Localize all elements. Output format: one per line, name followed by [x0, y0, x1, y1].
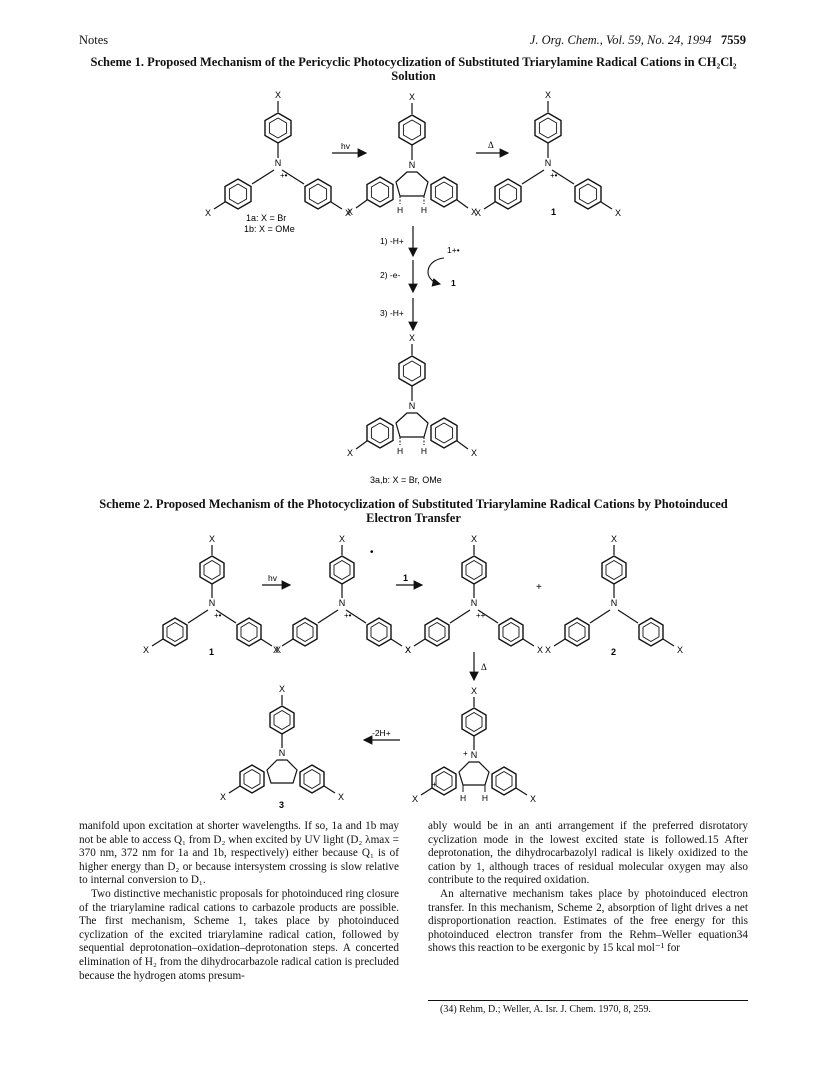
label-1b: 1b: X = OMe [244, 224, 295, 234]
svg-text:+•: +• [214, 611, 222, 620]
redox-out-label: 1 [451, 278, 456, 288]
redox-in-label: 1+• [447, 245, 460, 255]
s2-reactant-1 [143, 534, 281, 655]
reactant-triarylamine-radical-cation [205, 90, 351, 218]
step2-label: 2) -e- [380, 270, 401, 280]
s2-minus2h-label: -2H+ [372, 728, 391, 738]
s2-carbazole-product-3 [220, 684, 344, 802]
left-column [79, 820, 399, 983]
right-paragraph-1: ably would be in an anti arrangement if the preferred disrotatory cyclization mode in the lowest excited state is followed.15 After deprotonation, the dihydrocarbazolyl radical is likely oxidized to the cation by 1, although traces of residual molecular oxygen may also contribute to the required oxidation. [428, 820, 748, 887]
left-paragraph-1: manifold upon excitation at shorter wavelengths. If so, 1a and 1b may not be able to access Q₁ from D₂ when excited by UV light (D₂ λmax = 370 nm, 372 nm for 1a and 1b, respectively) either because Q₁ is of higher energy than D₂ or because intersystem crossing is slow relative to internal conversion to D₁. [79, 820, 399, 887]
right-column [428, 820, 748, 956]
label-1a: 1a: X = Br [246, 213, 287, 223]
s2-label-2: 2 [611, 647, 617, 657]
s2-excited-dot: • [370, 547, 374, 558]
svg-text:+: + [432, 780, 437, 789]
step1-label: 1) -H+ [380, 236, 404, 246]
svg-text:H: H [459, 793, 467, 803]
scheme1-title: Scheme 1. Proposed Mechanism of the Pericyclic Photocyclization of Substituted Triarylamine Radical Cations in CH₂Cl₂ Solution [90, 55, 737, 83]
running-header-journal [530, 33, 746, 48]
right-paragraph-2: An alternative mechanism takes place by photoinduced electron transfer. In this mechanism, Scheme 2, absorption of light drives a net disproportionation reaction. Estimates of the free energy for this photoinduced electron transfer from the Rehm–Weller equation34 shows this reaction to be exergonic by 15 kcal mol⁻¹ for [428, 887, 748, 955]
dihydrocarbazole-product-3ab [347, 333, 477, 458]
s2-hv-label: hv [268, 573, 277, 583]
left-paragraph-2: Two distinctive mechanistic proposals for photoinduced ring closure of the triarylamine radical cations to carbazole products are possible. The first mechanism, Scheme 1, takes place by photoinduced cyclization of the excited triarylamine radical cation, followed by sequential deprotonation–oxidation–deprotonation steps. A concerted elimination of H₂ from the dihydrocarbazole radical cation is precluded because the hydrogen atoms presum- [79, 887, 399, 982]
svg-text:+•: +• [280, 171, 288, 180]
hv-label: hv [341, 141, 350, 151]
product-label: 3a,b: X = Br, OMe [370, 475, 442, 485]
running-header-section: Notes [79, 33, 109, 47]
dihydrocarbazole-intermediate [347, 92, 477, 217]
svg-text:+•: +• [344, 611, 352, 620]
svg-text:++: ++ [476, 611, 486, 620]
svg-text:+: + [463, 749, 468, 758]
footnote-34: (34) Rehm, D.; Weller, A. Isr. J. Chem. 1970, 8, 259. [440, 1004, 651, 1015]
s2-excited-radical-cation [273, 534, 411, 655]
journal-citation: J. Org. Chem., Vol. 59, No. 24, 1994 [529, 33, 712, 47]
product-radical-cation-1 [475, 90, 621, 218]
label-cmpd1: 1 [551, 207, 557, 217]
s2-label-1: 1 [209, 647, 215, 657]
page-number: 7559 [721, 33, 746, 47]
s2-label-3: 3 [279, 800, 285, 810]
s2-dication [405, 534, 543, 655]
svg-text:H: H [481, 793, 489, 803]
svg-text:+•: +• [550, 171, 558, 180]
delta-label: Δ [488, 140, 494, 150]
s2-delta-label: Δ [481, 662, 487, 672]
s2-plus: + [536, 582, 542, 593]
step3-label: 3) -H+ [380, 308, 404, 318]
s2-reagent-label: 1 [403, 573, 409, 583]
scheme2-title: Scheme 2. Proposed Mechanism of the Photocyclization of Substituted Triarylamine Radical Cations by Photoinduced Electron Transfer [99, 497, 728, 525]
footnote-rule [428, 1000, 748, 1001]
scheme1-figure: X X H +• 1a: X = Br 1b: X = OMe hv Δ +• 1 1) -H+ 2) -e- 1+• 1 3) -H+ 3a,b: X = Br, OMe [0, 88, 827, 488]
s2-cyclized-cation [412, 686, 536, 804]
s2-neutral-amine-2 [545, 534, 683, 655]
redox-curve [428, 258, 444, 284]
scheme2-figure: X X +• 1 hv +• • 1 ++ + 2 Δ + + H H -2H+ 3 [0, 530, 827, 815]
